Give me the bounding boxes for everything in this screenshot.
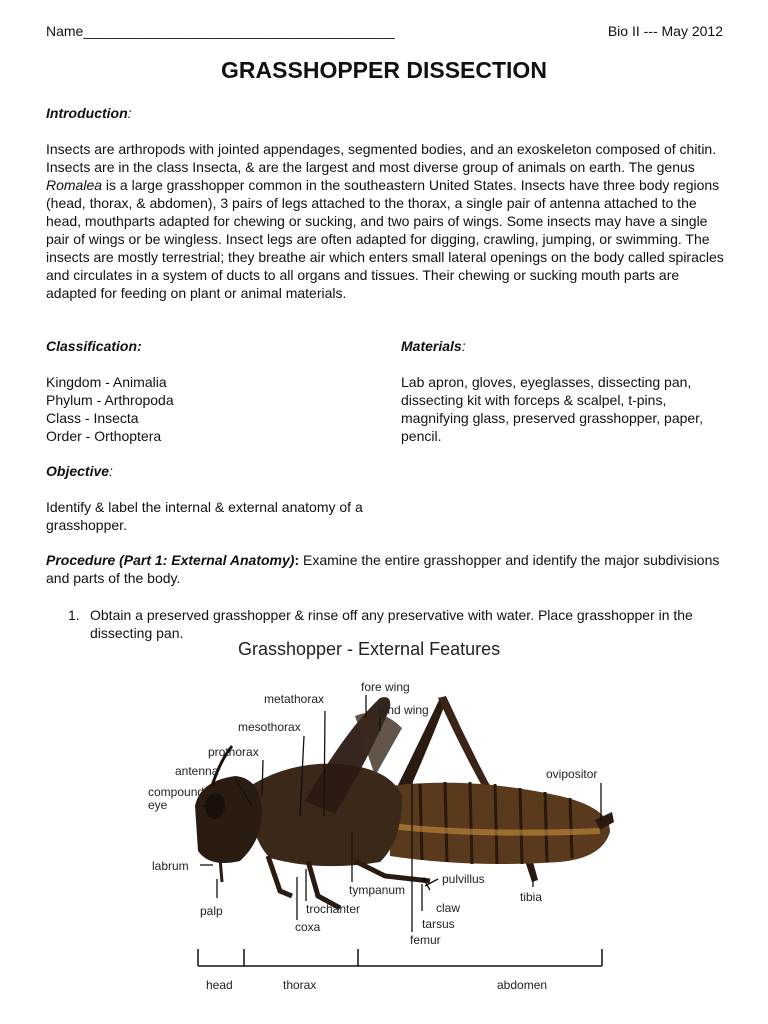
figure-title: Grasshopper - External Features [238, 639, 501, 659]
introduction-heading-text: Introduction [46, 105, 128, 121]
objective-heading [46, 462, 113, 480]
label-hind-wing: hind wing [378, 703, 429, 717]
classification-item: Phylum - Arthropoda [46, 392, 174, 408]
label-ovipositor: ovipositor [546, 767, 598, 781]
label-trochanter: trochanter [306, 902, 361, 916]
page-title: GRASSHOPPER DISSECTION [221, 57, 547, 83]
label-claw: claw [436, 901, 461, 915]
label-antenna: antenna [175, 764, 219, 778]
procedure-text: Examine the entire grasshopper and identify the major subdivisions and parts of the body. [46, 552, 720, 586]
objective-heading-text: Objective [46, 463, 110, 479]
course-date-header: Bio II --- May 2012 [607, 23, 723, 39]
classification-item: Kingdom - Animalia [46, 374, 167, 390]
step-number: 1. [68, 607, 80, 623]
name-field-line: Name________________________________________ [46, 23, 395, 39]
label-abdomen: abdomen [497, 978, 548, 992]
step-text: Obtain a preserved grasshopper & rinse off any preservative with water. Place grasshopper in the dissecting pan. [90, 607, 693, 641]
procedure-heading: Procedure (Part 1: External Anatomy) [46, 552, 295, 568]
genus-name: Romalea [46, 177, 103, 193]
procedure-heading-colon: : [294, 552, 300, 568]
procedure-paragraph [46, 551, 736, 587]
label-labrum: labrum [152, 859, 189, 873]
label-palp: palp [200, 904, 223, 918]
label-fore-wing: fore wing [361, 680, 410, 694]
introduction-heading-colon: : [127, 105, 132, 121]
label-tarsus: tarsus [422, 917, 455, 931]
introduction-text-part-2: is a large grasshopper common in the southeastern United States. Insects have three body regions (head, thorax, & abdomen), 3 pairs of legs attached to the thorax, a single pair of antenna attached to the head, mouthparts adapted for chewing or sucking, and two pairs of wings. Some insects may have a single pair of wings or be wingless. Insect legs are often adapted for digging, crawling, jumping, or swimming. The insects are mostly terrestrial; they breathe air which enters small lateral openings on the body called spiracles and circulates in a system of ducts to all organs and tissues. Their chewing or sucking mouth parts are adapted for feeding on plant or animal materials. [46, 177, 724, 301]
label-tympanum: tympanum [349, 883, 406, 897]
materials-heading [401, 337, 466, 355]
label-thorax: thorax [283, 978, 317, 992]
classification-item: Class - Insecta [46, 410, 139, 426]
label-metathorax: metathorax [264, 692, 325, 706]
introduction-heading [46, 104, 132, 122]
body-region-bracket [198, 949, 602, 966]
classification-list [46, 373, 174, 445]
classification-heading: Classification: [46, 338, 142, 354]
classification-item: Order - Orthoptera [46, 428, 162, 444]
label-coxa: coxa [295, 920, 321, 934]
introduction-text-part-1: Insects are arthropods with jointed appendages, segmented bodies, and an exoskeleton composed of chitin. Insects are in the class Insecta, & are the largest and most diverse group of animals on earth. The genus [46, 141, 717, 175]
materials-heading-text: Materials [401, 338, 462, 354]
label-head: head [206, 978, 233, 992]
introduction-paragraph [46, 140, 726, 302]
materials-heading-colon: : [461, 338, 466, 354]
label-tibia: tibia [520, 890, 543, 904]
materials-text: Lab apron, gloves, eyeglasses, dissecting pan, dissecting kit with forceps & scalpel, t-pins, magnifying glass, preserved grasshopper, paper, pencil. [401, 374, 703, 444]
label-mesothorax: mesothorax [238, 720, 301, 734]
label-compound: compound [148, 785, 205, 799]
objective-text: Identify & label the internal & external anatomy of a grasshopper. [46, 499, 363, 533]
label-pulvillus: pulvillus [442, 872, 485, 886]
label-femur: femur [410, 933, 441, 947]
label-eye: eye [148, 798, 168, 812]
grasshopper-diagram [140, 636, 620, 1006]
objective-heading-colon: : [109, 463, 113, 479]
label-prothorax: prothorax [208, 745, 259, 759]
